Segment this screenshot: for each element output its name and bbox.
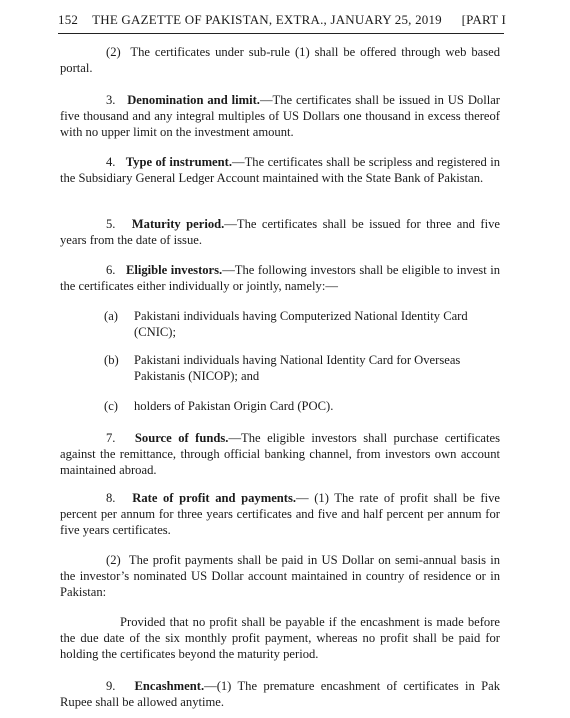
para-text: —The certificates shall be scripless and registered in the Subsidiary General Ledger Account maintained with the State Bank of Pakistan. xyxy=(60,155,500,185)
para-number: 3. xyxy=(106,93,116,107)
para-heading: Denomination and limit. xyxy=(127,93,260,107)
paragraph-4 xyxy=(60,154,500,186)
para-text: Provided that no profit shall be payable if the encashment is made before the due date of the six monthly profit payment, whereas no profit shall be paid for holding the certificates beyond the maturity period. xyxy=(60,615,500,661)
para-number: 9. xyxy=(106,679,116,693)
paragraph-3 xyxy=(60,92,500,140)
header-rule xyxy=(58,33,504,34)
para-text: The certificates under sub-rule (1) shall be offered through web based portal. xyxy=(60,45,500,75)
para-number: 7. xyxy=(106,431,116,445)
para-number: (2) xyxy=(106,45,121,59)
paragraph-8 xyxy=(60,490,500,538)
para-heading: Source of funds. xyxy=(134,431,229,445)
para-heading: Encashment. xyxy=(134,679,205,693)
para-text: —The certificates shall be issued for three and five years from the date of issue. xyxy=(60,217,500,247)
gazette-header xyxy=(58,12,506,28)
para-number: (2) xyxy=(106,553,121,567)
list-item-label: (a) xyxy=(104,309,118,323)
page-number: 152 xyxy=(58,12,79,27)
list-item-text: Pakistani individuals having Computerized National Identity Card (CNIC); xyxy=(134,309,468,339)
para-text: —The following investors shall be eligible to invest in the certificates either individually or jointly, namely:— xyxy=(60,263,500,293)
list-item xyxy=(104,352,500,384)
proviso xyxy=(60,614,500,662)
paragraph-2-1 xyxy=(60,44,500,76)
para-text: —The eligible investors shall purchase certificates against the remittance, through official banking channel, from investors own account maintained abroad. xyxy=(60,431,501,477)
paragraph-9 xyxy=(60,678,500,710)
list-item-label: (c) xyxy=(104,399,118,413)
part-label: [PART I xyxy=(461,12,506,27)
list-item-text: Pakistani individuals having National Identity Card for Overseas Pakistanis (NICOP); and xyxy=(134,353,461,383)
list-item xyxy=(104,398,500,414)
para-text: —The certificates shall be issued in US Dollar five thousand and any integral multiples of US Dollars one thousand in excess thereof with no upper limit on the investment amount. xyxy=(60,93,501,139)
list-item xyxy=(104,308,500,340)
paragraph-5 xyxy=(60,216,500,248)
list-item-text: holders of Pakistan Origin Card (POC). xyxy=(134,399,334,413)
list-item-label: (b) xyxy=(104,353,119,367)
para-text: The profit payments shall be paid in US Dollar on semi-annual basis in the investor’s nominated US Dollar account maintained in country of residence or in Pakistan: xyxy=(60,553,500,599)
para-text: —(1) The premature encashment of certificates in Pak Rupee shall be allowed anytime. xyxy=(60,679,500,709)
para-number: 6. xyxy=(106,263,116,277)
paragraph-6 xyxy=(60,262,500,294)
para-number: 4. xyxy=(106,155,116,169)
gazette-title: THE GAZETTE OF PAKISTAN, EXTRA., JANUARY 25, 2019 xyxy=(92,12,442,27)
para-text: — (1) The rate of profit shall be five percent per annum for three years certificates and five and half percent per annum for five years certificates. xyxy=(60,491,500,537)
para-heading: Type of instrument. xyxy=(125,155,232,169)
paragraph-8-2 xyxy=(60,552,500,600)
paragraph-7 xyxy=(60,430,500,478)
para-number: 5. xyxy=(106,217,116,231)
para-number: 8. xyxy=(106,491,116,505)
para-heading: Eligible investors. xyxy=(125,263,223,277)
para-heading: Maturity period. xyxy=(131,217,225,231)
para-heading: Rate of profit and payments. xyxy=(132,491,297,505)
